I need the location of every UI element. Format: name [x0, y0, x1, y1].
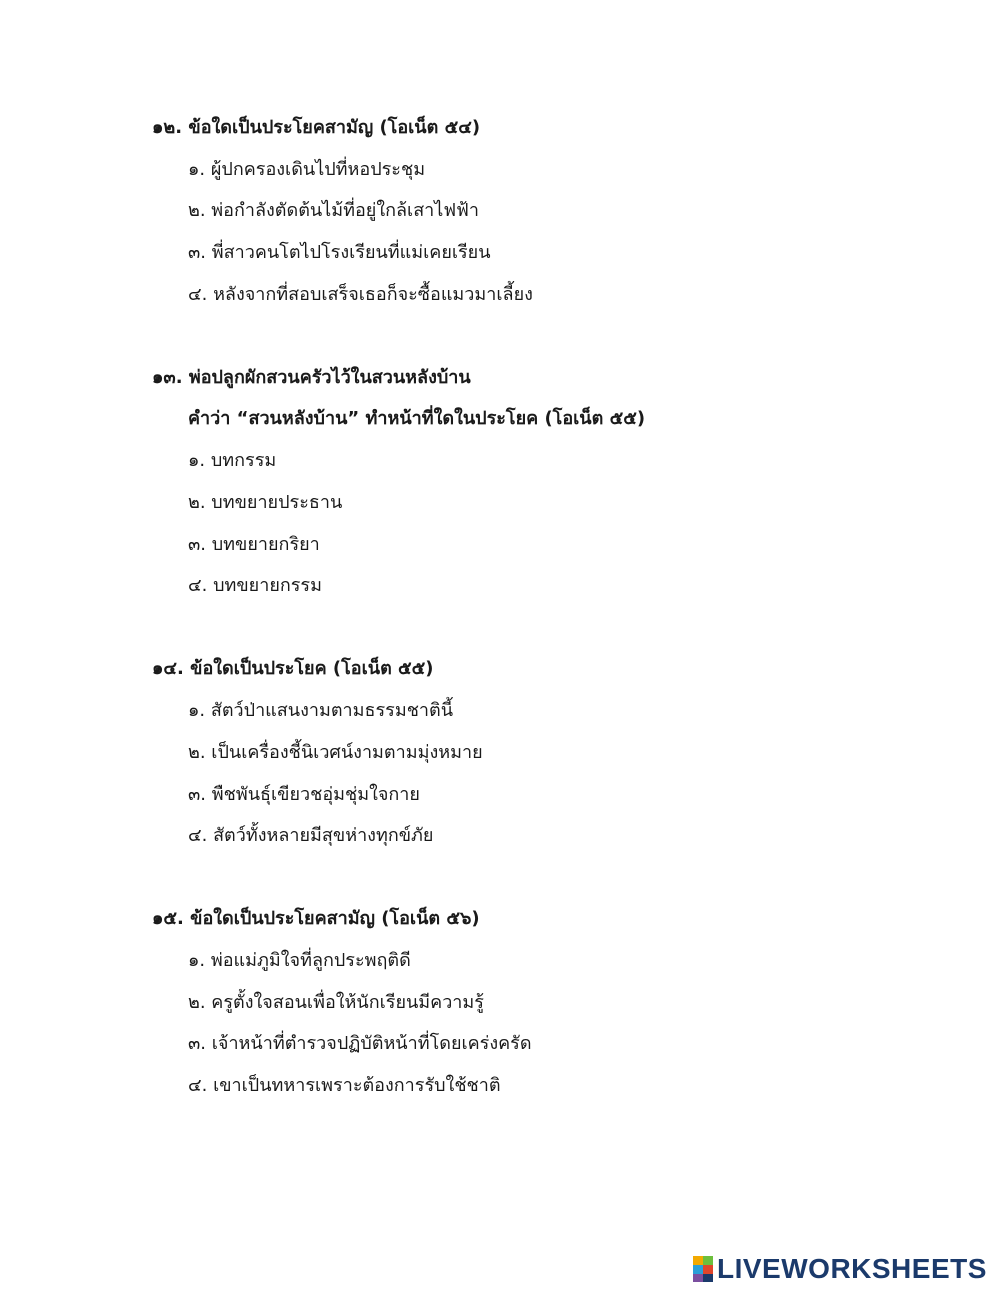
question-14-option-1: ๑. สัตว์ป่าแสนงามตามธรรมชาตินี้ [188, 700, 454, 721]
question-15-title: ๑๕. ข้อใดเป็นประโยคสามัญ (โอเน็ต ๕๖) [152, 908, 480, 929]
question-13-option-1: ๑. บทกรรม [188, 450, 277, 471]
question-13-subtitle: คำว่า “สวนหลังบ้าน” ทำหน้าที่ใดในประโยค (โอเน็ต ๕๕) [188, 408, 646, 429]
question-14-option-2: ๒. เป็นเครื่องชี้นิเวศน์งามตามมุ่งหมาย [188, 742, 483, 763]
question-14-title: ๑๔. ข้อใดเป็นประโยค (โอเน็ต ๕๕) [152, 658, 434, 679]
question-12-option-1: ๑. ผู้ปกครองเดินไปที่หอประชุม [188, 159, 426, 180]
liveworksheets-logo[interactable] [693, 1254, 987, 1284]
question-13-title: ๑๓. พ่อปลูกผักสวนครัวไว้ในสวนหลังบ้าน [152, 367, 471, 388]
question-12-option-4: ๔. หลังจากที่สอบเสร็จเธอก็จะซื้อแมวมาเลี้ยง [188, 284, 533, 305]
question-14-option-4: ๔. สัตว์ทั้งหลายมีสุขห่างทุกข์ภัย [188, 825, 434, 846]
question-13-option-3: ๓. บทขยายกริยา [188, 534, 320, 555]
question-15-option-1: ๑. พ่อแม่ภูมิใจที่ลูกประพฤติดี [188, 950, 411, 971]
question-14-option-3: ๓. พืชพันธุ์เขียวชอุ่มชุ่มใจกาย [188, 784, 420, 805]
brand-name: LIVEWORKSHEETS [717, 1253, 987, 1284]
question-12-option-3: ๓. พี่สาวคนโตไปโรงเรียนที่แม่เคยเรียน [188, 242, 491, 263]
liveworksheets-logo-icon [693, 1256, 713, 1282]
question-12-title: ๑๒. ข้อใดเป็นประโยคสามัญ (โอเน็ต ๕๔) [152, 117, 481, 138]
question-12-option-2: ๒. พ่อกำลังตัดต้นไม้ที่อยู่ใกล้เสาไฟฟ้า [188, 200, 479, 221]
question-13-option-2: ๒. บทขยายประธาน [188, 492, 343, 513]
question-15-option-4: ๔. เขาเป็นทหารเพราะต้องการรับใช้ชาติ [188, 1075, 501, 1096]
question-15-option-2: ๒. ครูตั้งใจสอนเพื่อให้นักเรียนมีความรู้ [188, 992, 484, 1013]
question-13-option-4: ๔. บทขยายกรรม [188, 575, 322, 596]
question-15-option-3: ๓. เจ้าหน้าที่ตำรวจปฏิบัติหน้าที่โดยเคร่งครัด [188, 1033, 532, 1054]
